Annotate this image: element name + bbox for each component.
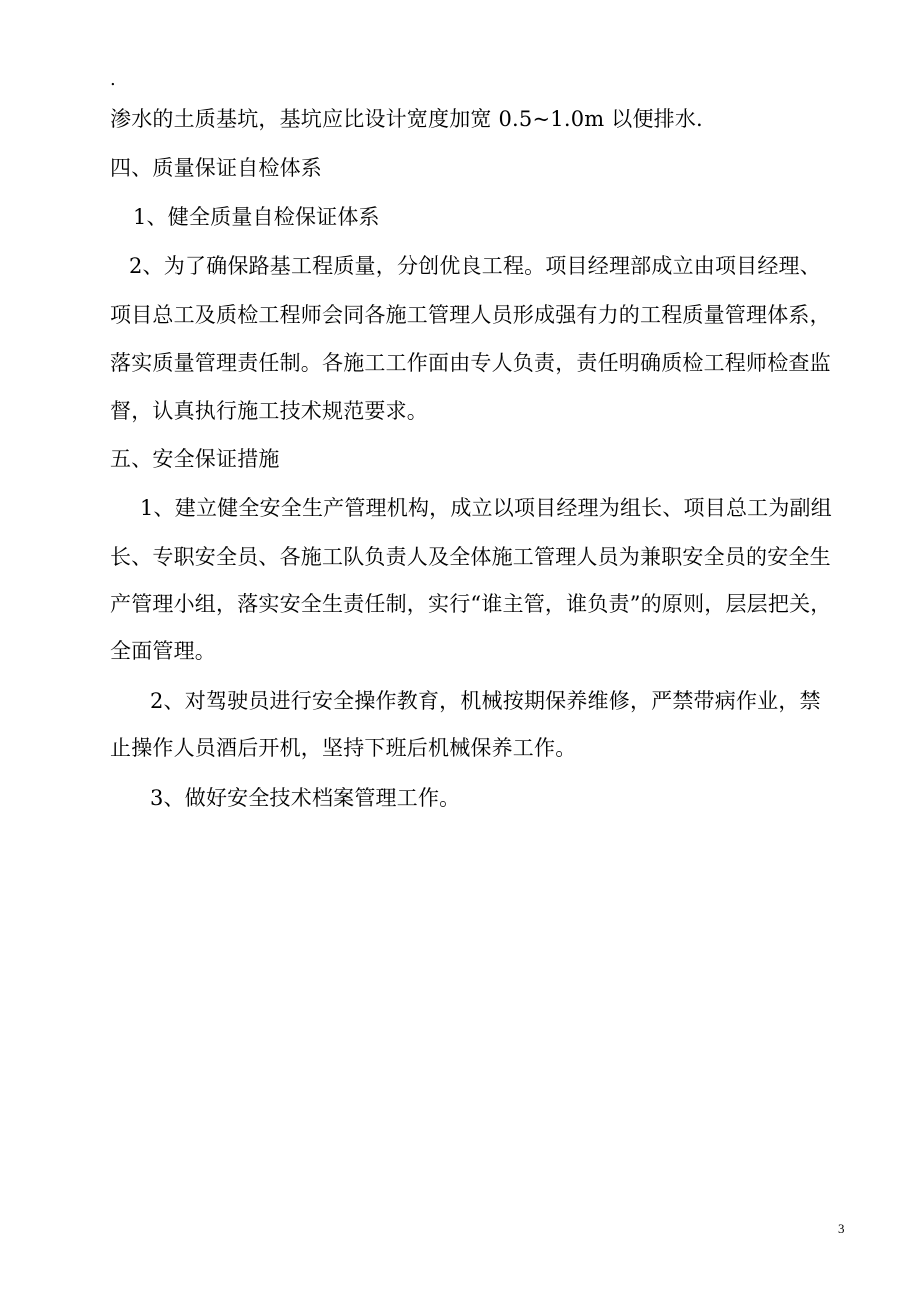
text-line: 止操作人员酒后开机，坚持下班后机械保养工作。 bbox=[110, 736, 577, 760]
text-line: 3、做好安全技术档案管理工作。 bbox=[150, 786, 461, 810]
text-line: 落实质量管理责任制。各施工工作面由专人负责，责任明确质检工程师检查监 bbox=[110, 351, 831, 375]
text-line: 长、专职安全员、各施工队负责人及全体施工管理人员为兼职安全员的安全生 bbox=[110, 545, 831, 569]
text-line: 项目总工及质检工程师会同各施工管理人员形成强有力的工程质量管理体系， bbox=[110, 303, 831, 327]
section-heading: 五、安全保证措施 bbox=[110, 447, 280, 471]
section-heading: 四、质量保证自检体系 bbox=[110, 156, 322, 180]
text-line: 产管理小组，落实安全生责任制，实行“谁主管，谁负责”的原则，层层把关， bbox=[110, 592, 832, 616]
text-line: 督，认真执行施工技术规范要求。 bbox=[110, 399, 428, 423]
text-line: 全面管理。 bbox=[110, 639, 216, 663]
text-line: 1、健全质量自检保证体系 bbox=[133, 205, 380, 229]
top-mark: . bbox=[110, 69, 116, 90]
text-line: 2、对驾驶员进行安全操作教育，机械按期保养维修，严禁带病作业，禁 bbox=[150, 689, 821, 713]
text-line: 渗水的土质基坑，基坑应比设计宽度加宽 0.5~1.0m 以便排水. bbox=[110, 107, 703, 131]
text-line: 1、建立健全安全生产管理机构，成立以项目经理为组长、项目总工为副组 bbox=[140, 496, 832, 520]
page-number: 3 bbox=[838, 1221, 845, 1236]
text-line: 2、为了确保路基工程质量，分创优良工程。项目经理部成立由项目经理、 bbox=[129, 254, 821, 278]
